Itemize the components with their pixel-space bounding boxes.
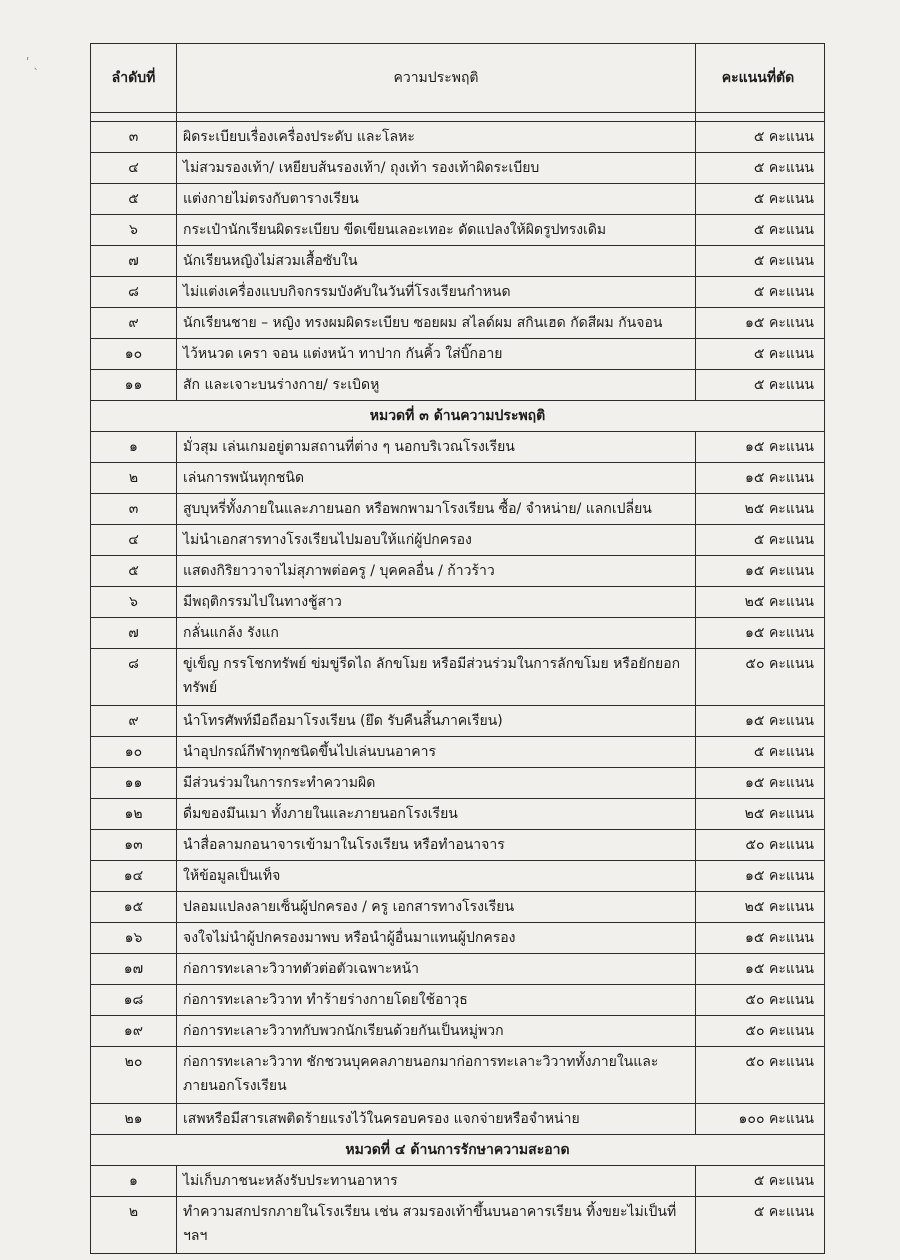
row-points: ๒๕ คะแนน (696, 494, 825, 525)
row-points: ๕ คะแนน (696, 1166, 825, 1197)
row-description: มั่วสุม เล่นเกมอยู่ตามสถานที่ต่าง ๆ นอกบริเวณโรงเรียน (177, 432, 696, 463)
row-description: ผิดระเบียบเรื่องเครื่องประดับ และโลหะ (177, 122, 696, 153)
row-points: ๑๕ คะแนน (696, 861, 825, 892)
row-points: ๕๐ คะแนน (696, 1016, 825, 1047)
row-description: ขู่เข็ญ กรรโชกทรัพย์ ข่มขู่รีดไถ ลักขโมย หรือมีส่วนร่วมในการลักขโมย หรือยักยอกทรัพย์ (177, 649, 696, 706)
row-description: ทำความสกปรกภายในโรงเรียน เช่น สวมรองเท้าขึ้นบนอาคารเรียน ทิ้งขยะไม่เป็นที่ ฯลฯ (177, 1197, 696, 1254)
row-description: ไม่แต่งเครื่องแบบกิจกรรมบังคับในวันที่โรงเรียนกำหนด (177, 277, 696, 308)
table-row (91, 830, 825, 861)
row-description: ก่อการทะเลาะวิวาทตัวต่อตัวเฉพาะหน้า (177, 954, 696, 985)
header-description: ความประพฤติ (177, 44, 696, 113)
row-number: ๑๓ (91, 830, 177, 861)
table-row (91, 1047, 825, 1104)
row-description: นำสื่อลามกอนาจารเข้ามาในโรงเรียน หรือทำอนาจาร (177, 830, 696, 861)
section-header-row (91, 401, 825, 432)
row-number: ๒ (91, 463, 177, 494)
row-description: เล่นการพนันทุกชนิด (177, 463, 696, 494)
row-points: ๑๕ คะแนน (696, 923, 825, 954)
table-row (91, 618, 825, 649)
table-row (91, 706, 825, 737)
table-row (91, 587, 825, 618)
row-description: ปลอมแปลงลายเซ็นผู้ปกครอง / ครู เอกสารทางโรงเรียน (177, 892, 696, 923)
row-points: ๑๕ คะแนน (696, 768, 825, 799)
row-number: ๖ (91, 215, 177, 246)
row-number: ๔ (91, 525, 177, 556)
row-points: ๑๐๐ คะแนน (696, 1104, 825, 1135)
table-row (91, 861, 825, 892)
row-number: ๗ (91, 246, 177, 277)
row-description: แต่งกายไม่ตรงกับตารางเรียน (177, 184, 696, 215)
row-number: ๑๑ (91, 370, 177, 401)
row-description: ไว้หนวด เครา จอน แต่งหน้า ทาปาก กันคิ้ว ใส่บิ๊กอาย (177, 339, 696, 370)
row-points: ๑๕ คะแนน (696, 308, 825, 339)
row-points: ๕ คะแนน (696, 737, 825, 768)
table-row (91, 215, 825, 246)
row-points: ๕ คะแนน (696, 153, 825, 184)
row-number: ๙ (91, 706, 177, 737)
row-description: แสดงกิริยาวาจาไม่สุภาพต่อครู / บุคคลอื่น / ก้าวร้าว (177, 556, 696, 587)
header-points: คะแนนที่ตัด (696, 44, 825, 113)
table-row (91, 954, 825, 985)
row-number: ๑ (91, 432, 177, 463)
row-number: ๘ (91, 649, 177, 706)
row-points: ๕๐ คะแนน (696, 830, 825, 861)
table-row (91, 1166, 825, 1197)
row-description: มีพฤติกรรมไปในทางชู้สาว (177, 587, 696, 618)
section-title: หมวดที่ ๔ ด้านการรักษาความสะอาด (91, 1135, 825, 1166)
row-number: ๑๙ (91, 1016, 177, 1047)
table-body (91, 122, 825, 1254)
row-points: ๕ คะแนน (696, 122, 825, 153)
row-points: ๒๕ คะแนน (696, 892, 825, 923)
table-row (91, 153, 825, 184)
row-number: ๓ (91, 122, 177, 153)
row-points: ๕ คะแนน (696, 246, 825, 277)
page-corner-mark: ʹ ˎ (26, 56, 40, 70)
table-row (91, 525, 825, 556)
row-points: ๑๕ คะแนน (696, 618, 825, 649)
row-points: ๕ คะแนน (696, 370, 825, 401)
table-row (91, 768, 825, 799)
table-row (91, 737, 825, 768)
row-points: ๕ คะแนน (696, 339, 825, 370)
row-number: ๒๑ (91, 1104, 177, 1135)
table-row (91, 892, 825, 923)
row-description: ไม่นำเอกสารทางโรงเรียนไปมอบให้แก่ผู้ปกครอง (177, 525, 696, 556)
row-description: กลั่นแกล้ง รังแก (177, 618, 696, 649)
row-number: ๙ (91, 308, 177, 339)
row-points: ๕๐ คะแนน (696, 649, 825, 706)
row-points: ๑๕ คะแนน (696, 463, 825, 494)
row-points: ๒๕ คะแนน (696, 587, 825, 618)
row-number: ๑๖ (91, 923, 177, 954)
section-header-row (91, 1135, 825, 1166)
table-row (91, 463, 825, 494)
row-description: จงใจไม่นำผู้ปกครองมาพบ หรือนำผู้อื่นมาแทนผู้ปกครอง (177, 923, 696, 954)
row-number: ๑๕ (91, 892, 177, 923)
table-row (91, 308, 825, 339)
row-number: ๗ (91, 618, 177, 649)
table-row (91, 1104, 825, 1135)
row-points: ๕ คะแนน (696, 525, 825, 556)
table-row (91, 1197, 825, 1254)
row-points: ๑๕ คะแนน (696, 706, 825, 737)
row-points: ๕๐ คะแนน (696, 1047, 825, 1104)
row-points: ๑๕ คะแนน (696, 954, 825, 985)
row-description: นำโทรศัพท์มือถือมาโรงเรียน (ยึด รับคืนสิ้นภาคเรียน) (177, 706, 696, 737)
row-description: มีส่วนร่วมในการกระทำความผิด (177, 768, 696, 799)
table-row (91, 799, 825, 830)
row-description: ไม่เก็บภาชนะหลังรับประทานอาหาร (177, 1166, 696, 1197)
row-number: ๖ (91, 587, 177, 618)
table-row (91, 1016, 825, 1047)
row-description: ไม่สวมรองเท้า/ เหยียบส้นรองเท้า/ ถุงเท้า รองเท้าผิดระเบียบ (177, 153, 696, 184)
row-number: ๓ (91, 494, 177, 525)
table-row (91, 122, 825, 153)
row-points: ๒๕ คะแนน (696, 799, 825, 830)
table-row (91, 494, 825, 525)
table-row (91, 985, 825, 1016)
row-number: ๒ (91, 1197, 177, 1254)
table-row (91, 649, 825, 706)
table-row (91, 184, 825, 215)
table-header-row (91, 44, 825, 113)
row-number: ๑๗ (91, 954, 177, 985)
section-title: หมวดที่ ๓ ด้านความประพฤติ (91, 401, 825, 432)
row-number: ๑๘ (91, 985, 177, 1016)
row-number: ๔ (91, 153, 177, 184)
row-number: ๑ (91, 1166, 177, 1197)
row-points: ๕ คะแนน (696, 215, 825, 246)
table-row (91, 370, 825, 401)
table-row (91, 556, 825, 587)
table-row (91, 432, 825, 463)
table-row (91, 246, 825, 277)
row-number: ๑๒ (91, 799, 177, 830)
row-description: ก่อการทะเลาะวิวาท ทำร้ายร่างกายโดยใช้อาวุธ (177, 985, 696, 1016)
row-number: ๕ (91, 184, 177, 215)
row-points: ๕ คะแนน (696, 1197, 825, 1254)
row-description: สัก และเจาะบนร่างกาย/ ระเบิดหู (177, 370, 696, 401)
table-row (91, 339, 825, 370)
table-row (91, 277, 825, 308)
row-description: ดื่มของมึนเมา ทั้งภายในและภายนอกโรงเรียน (177, 799, 696, 830)
row-number: ๑๐ (91, 737, 177, 768)
behavior-points-table (90, 43, 825, 1254)
row-points: ๕ คะแนน (696, 184, 825, 215)
row-number: ๑๔ (91, 861, 177, 892)
row-description: นักเรียนหญิงไม่สวมเสื้อซับใน (177, 246, 696, 277)
row-points: ๕๐ คะแนน (696, 985, 825, 1016)
table-row (91, 923, 825, 954)
row-number: ๕ (91, 556, 177, 587)
row-points: ๑๕ คะแนน (696, 556, 825, 587)
header-spacer-row (91, 113, 825, 122)
row-number: ๑๐ (91, 339, 177, 370)
header-number: ลำดับที่ (91, 44, 177, 113)
row-description: ก่อการทะเลาะวิวาท ชักชวนบุคคลภายนอกมาก่อการทะเลาะวิวาททั้งภายในและภายนอกโรงเรียน (177, 1047, 696, 1104)
row-number: ๘ (91, 277, 177, 308)
row-points: ๑๕ คะแนน (696, 432, 825, 463)
row-points: ๕ คะแนน (696, 277, 825, 308)
row-description: ให้ข้อมูลเป็นเท็จ (177, 861, 696, 892)
row-description: ก่อการทะเลาะวิวาทกับพวกนักเรียนด้วยกันเป็นหมู่พวก (177, 1016, 696, 1047)
row-number: ๑๑ (91, 768, 177, 799)
row-description: เสพหรือมีสารเสพติดร้ายแรงไว้ในครอบครอง แจกจ่ายหรือจำหน่าย (177, 1104, 696, 1135)
row-description: นักเรียนชาย – หญิง ทรงผมผิดระเบียบ ซอยผม สไลด์ผม สกินเฮด กัดสีผม กันจอน (177, 308, 696, 339)
row-description: กระเป๋านักเรียนผิดระเบียบ ขีดเขียนเลอะเทอะ ดัดแปลงให้ผิดรูปทรงเดิม (177, 215, 696, 246)
row-description: นำอุปกรณ์กีฬาทุกชนิดขึ้นไปเล่นบนอาคาร (177, 737, 696, 768)
row-description: สูบบุหรี่ทั้งภายในและภายนอก หรือพกพามาโรงเรียน ซื้อ/ จำหน่าย/ แลกเปลี่ยน (177, 494, 696, 525)
row-number: ๒๐ (91, 1047, 177, 1104)
